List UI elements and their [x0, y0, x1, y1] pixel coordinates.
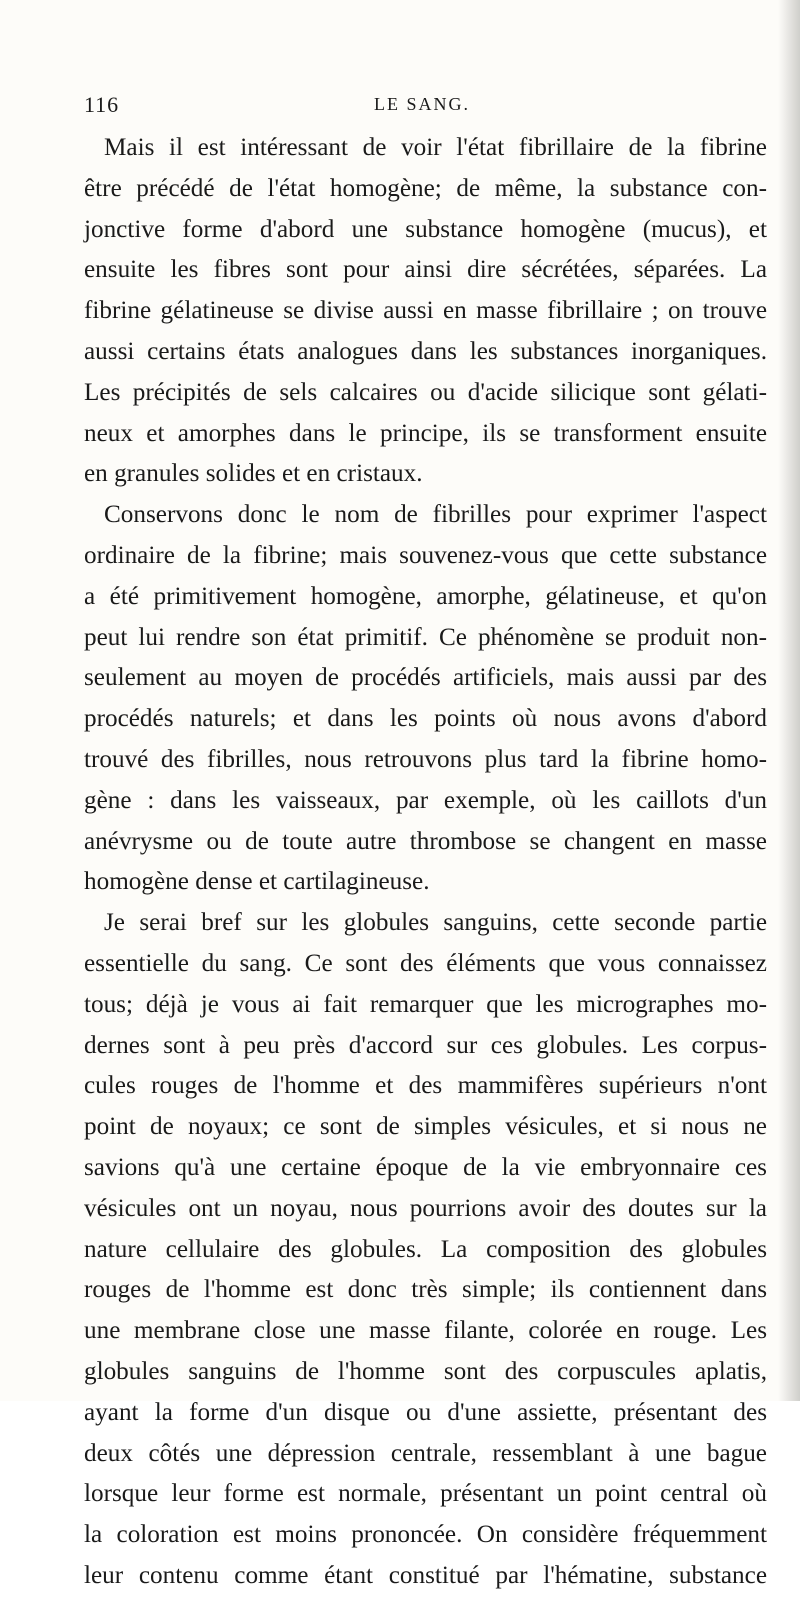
- text-line: point de noyaux; ce sont de simples vésicules, et si nous ne: [84, 1113, 767, 1141]
- running-head: LE SANG.: [374, 94, 470, 114]
- text-line: nature cellulaire des globules. La composition des globules: [84, 1235, 767, 1263]
- text-line: la coloration est moins prononcée. On considère fréquemment: [84, 1521, 767, 1549]
- text-line: cules rouges de l'homme et des mammifères supérieurs n'ont: [84, 1072, 767, 1100]
- page-header: [84, 92, 764, 124]
- text-line: ayant la forme d'un disque ou d'une assiette, présentant des: [84, 1398, 767, 1426]
- text-line: Mais il est intéressant de voir l'état fibrillaire de la fibrine: [104, 134, 767, 161]
- text-line: Les précipités de sels calcaires ou d'acide silicique sont gélati-: [84, 378, 767, 406]
- text-line: procédés naturels; et dans les points où nous avons d'abord: [84, 705, 767, 733]
- body-text: [84, 128, 767, 1597]
- text-line: fibrine gélatineuse se divise aussi en masse fibrillaire ; on trouve: [84, 297, 767, 325]
- page-edge-shadow: [778, 0, 800, 1401]
- text-line: lorsque leur forme est normale, présentant un point central où: [84, 1480, 767, 1508]
- text-line: anévrysme ou de toute autre thrombose se changent en masse: [84, 827, 767, 855]
- text-line: essentielle du sang. Ce sont des éléments que vous connaissez: [84, 949, 767, 977]
- text-line: tous; déjà je vous ai fait remarquer que les micrographes mo-: [84, 990, 767, 1018]
- text-line: vésicules ont un noyau, nous pourrions avoir des doutes sur la: [84, 1194, 767, 1222]
- text-line: Conservons donc le nom de fibrilles pour exprimer l'aspect: [104, 501, 767, 529]
- text-line: homogène dense et cartilagineuse.: [84, 868, 430, 896]
- page-number: 116: [84, 92, 120, 117]
- text-line: jonctive forme d'abord une substance homogène (mucus), et: [84, 215, 767, 243]
- text-line: en granules solides et en cristaux.: [84, 460, 423, 488]
- text-line: neux et amorphes dans le principe, ils se transforment ensuite: [84, 419, 767, 447]
- text-line: a été primitivement homogène, amorphe, gélatineuse, et qu'on: [84, 582, 767, 610]
- text-line: deux côtés une dépression centrale, ressemblant à une bague: [84, 1439, 767, 1467]
- text-line: trouvé des fibrilles, nous retrouvons plus tard la fibrine homo-: [84, 745, 767, 773]
- text-line: être précédé de l'état homogène; de même, la substance con-: [84, 174, 767, 202]
- text-line: gène : dans les vaisseaux, par exemple, où les caillots d'un: [84, 786, 767, 814]
- text-line: ensuite les fibres sont pour ainsi dire sécrétées, séparées. La: [84, 256, 767, 284]
- text-line: aussi certains états analogues dans les substances inorganiques.: [84, 337, 767, 365]
- text-line: seulement au moyen de procédés artificiels, mais aussi par des: [84, 664, 767, 692]
- text-line: rouges de l'homme est donc très simple; ils contiennent dans: [84, 1276, 767, 1304]
- text-line: dernes sont à peu près d'accord sur ces globules. Les corpus-: [84, 1031, 767, 1059]
- text-line: globules sanguins de l'homme sont des corpuscules aplatis,: [84, 1357, 767, 1385]
- text-line: savions qu'à une certaine époque de la vie embryonnaire ces: [84, 1153, 767, 1181]
- text-line: ordinaire de la fibrine; mais souvenez-vous que cette substance: [84, 541, 767, 569]
- text-line: une membrane close une masse filante, colorée en rouge. Les: [84, 1317, 767, 1345]
- text-line: leur contenu comme étant constitué par l'hématine, substance: [84, 1561, 767, 1589]
- text-line: peut lui rendre son état primitif. Ce phénomène se produit non-: [84, 623, 767, 651]
- text-line: Je serai bref sur les globules sanguins, cette seconde partie: [104, 909, 767, 937]
